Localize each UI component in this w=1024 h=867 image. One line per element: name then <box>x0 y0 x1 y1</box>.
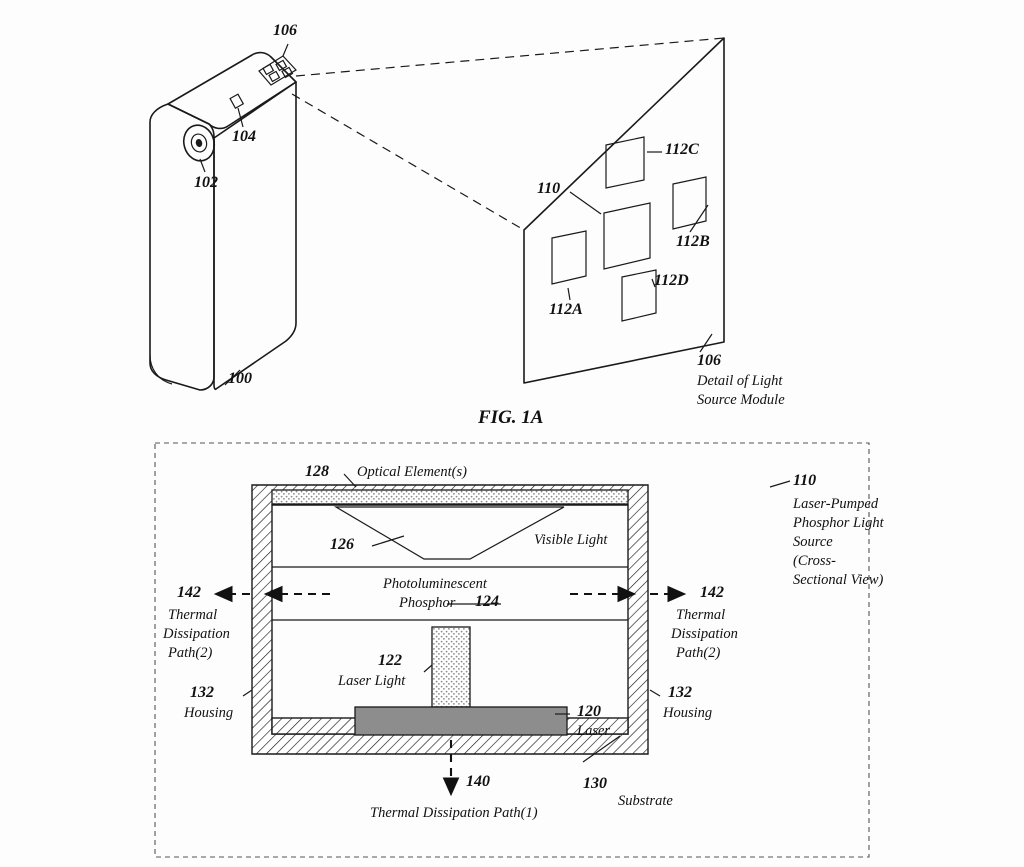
caption-line2: Phosphor Light <box>793 515 884 531</box>
substrate-label: Substrate <box>618 793 673 809</box>
ref-122: 122 <box>378 652 402 669</box>
device-body <box>150 44 296 390</box>
ref-142-right: 142 <box>700 584 724 601</box>
thermal-left-line3: Path(2) <box>168 645 213 661</box>
thermal-path-1-label: Thermal Dissipation Path(1) <box>370 805 538 821</box>
optical-element-128 <box>272 490 628 504</box>
thermal-right-line2: Dissipation <box>671 626 738 642</box>
ref-104: 104 <box>232 128 256 145</box>
phosphor-label-line1: Photoluminescent <box>383 576 487 592</box>
ref-132-right: 132 <box>668 684 692 701</box>
housing-left-label: Housing <box>184 705 234 721</box>
thermal-left-line2: Dissipation <box>163 626 230 642</box>
ref-102: 102 <box>194 174 218 191</box>
emitter-112D <box>622 270 656 321</box>
ref-112B: 112B <box>676 233 710 250</box>
ref-110-fig1b: 110 <box>793 472 817 489</box>
ref-124: 124 <box>475 593 499 610</box>
detail-caption-line2: Source Module <box>697 392 785 408</box>
ref-120: 120 <box>577 703 601 720</box>
caption-line4: (Cross- <box>793 553 836 569</box>
laser-light-122 <box>432 627 470 707</box>
ref-110-fig1a: 110 <box>537 180 561 197</box>
ref-106-detail: 106 <box>697 352 721 369</box>
ref-130: 130 <box>583 775 607 792</box>
ref-100: 100 <box>228 370 252 387</box>
ref-140: 140 <box>466 773 490 790</box>
optic-126 <box>336 507 564 559</box>
ref-128: 128 <box>305 463 329 480</box>
visible-light-label: Visible Light <box>534 532 608 548</box>
laser-light-label: Laser Light <box>338 673 406 689</box>
ref-132-left: 132 <box>190 684 214 701</box>
emitter-110 <box>604 203 650 269</box>
phosphor-label-line2: Phosphor <box>399 595 456 611</box>
light-source-module-106 <box>259 56 296 85</box>
ref-112A: 112A <box>549 301 583 318</box>
thermal-right-line1: Thermal <box>676 607 726 623</box>
thermal-left-line1: Thermal <box>168 607 218 623</box>
caption-line1: Laser-Pumped <box>793 496 879 512</box>
emitter-112A <box>552 231 586 284</box>
emitter-112C <box>606 137 644 188</box>
optical-elements-label: Optical Element(s) <box>357 464 467 480</box>
detail-caption-line1: Detail of Light <box>697 373 783 389</box>
ref-142-left: 142 <box>177 584 201 601</box>
caption-line3: Source <box>793 534 833 550</box>
housing-right-label: Housing <box>663 705 713 721</box>
ref-126: 126 <box>330 536 354 553</box>
thermal-right-line3: Path(2) <box>676 645 721 661</box>
laser-label: Laser <box>577 723 611 739</box>
laser-120 <box>355 707 567 735</box>
figure-1a-title: FIG. 1A <box>478 407 544 428</box>
ref-112C: 112C <box>665 141 699 158</box>
detail-projection-lines <box>292 38 724 230</box>
caption-line5: Sectional View) <box>793 572 884 588</box>
ref-106-top: 106 <box>273 22 297 39</box>
ref-112D: 112D <box>654 272 689 289</box>
detail-panel-106 <box>524 38 724 383</box>
emitter-112B <box>673 177 706 229</box>
